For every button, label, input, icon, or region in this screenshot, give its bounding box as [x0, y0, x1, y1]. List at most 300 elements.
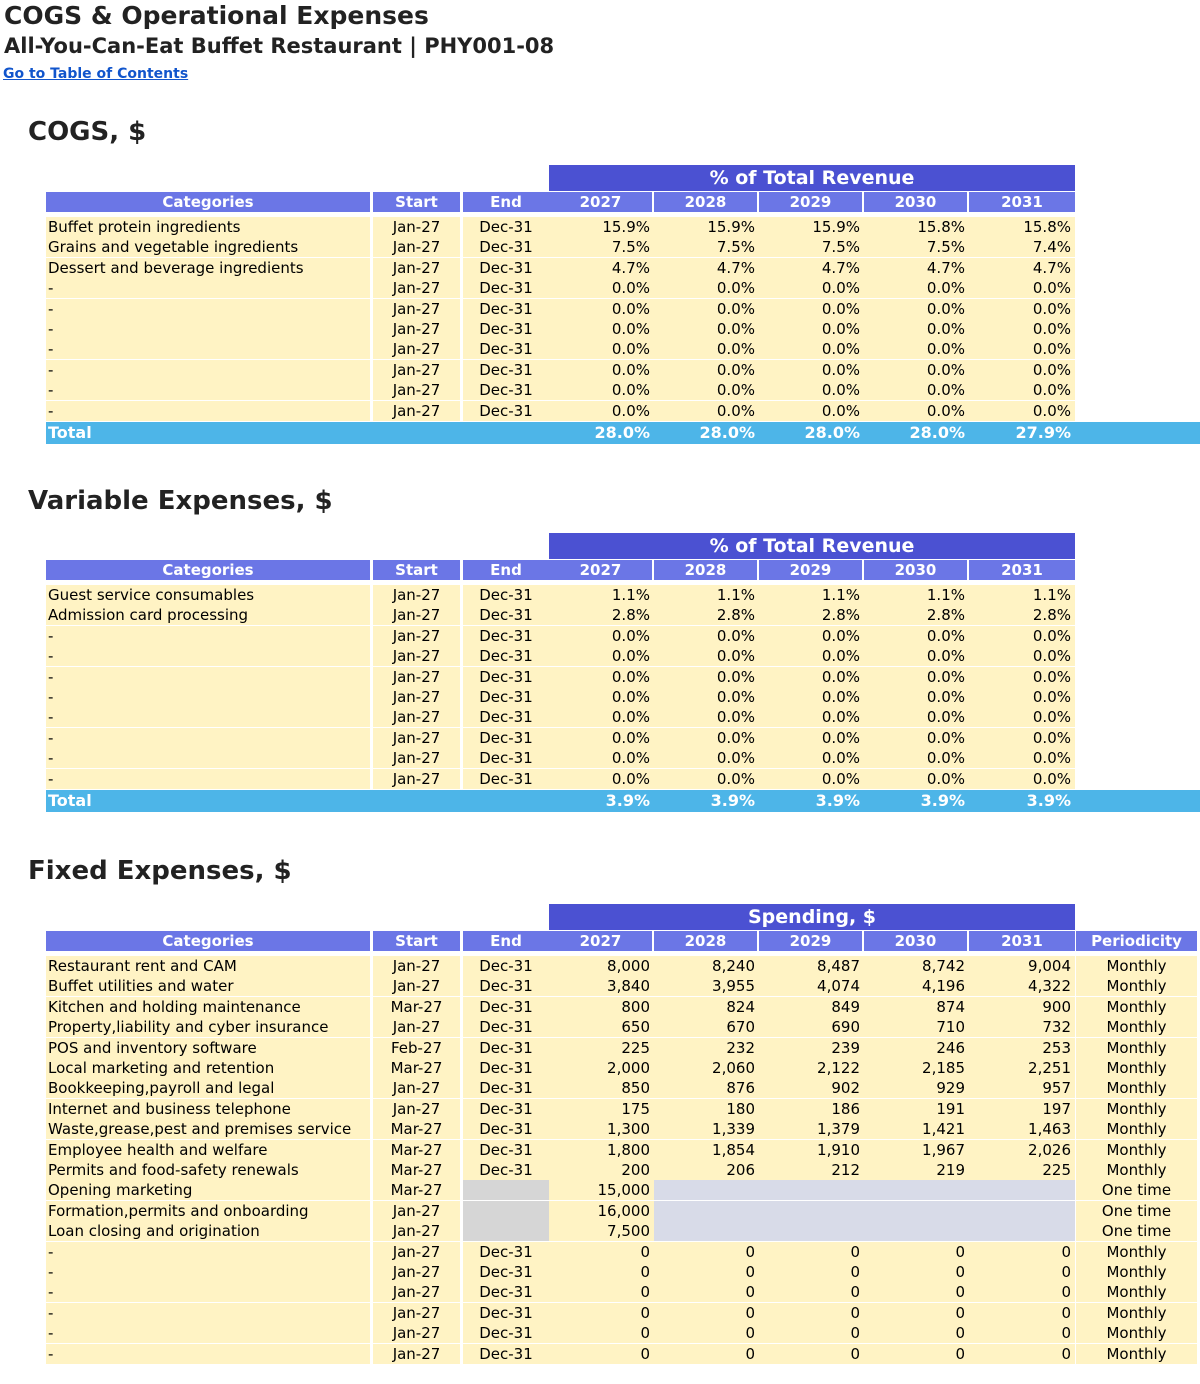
- table-row: [46, 1099, 1200, 1119]
- value-cell: 0.0%: [759, 401, 864, 421]
- value-cell: 225: [969, 1160, 1075, 1180]
- value-cell: 0.0%: [969, 769, 1075, 789]
- value-cell: 1,463: [969, 1119, 1075, 1139]
- value-cell: 0.0%: [549, 769, 654, 789]
- value-cell: 197: [969, 1099, 1075, 1119]
- value-cell: 8,487: [759, 956, 864, 976]
- table-row: [46, 1078, 1200, 1098]
- category-cell: -: [46, 687, 370, 707]
- start-cell: Mar-27: [373, 1058, 460, 1078]
- total-value-cell: 3.9%: [605, 791, 650, 810]
- value-cell: 0.0%: [549, 626, 654, 646]
- category-cell: Local marketing and retention: [46, 1058, 370, 1078]
- value-cell: 180: [654, 1099, 759, 1119]
- table-row: [46, 748, 1200, 768]
- start-cell: Jan-27: [373, 278, 460, 298]
- table-row: [46, 401, 1200, 421]
- value-cell: 0: [969, 1262, 1075, 1282]
- table-row: [46, 237, 1200, 257]
- value-cell: 0.0%: [864, 339, 969, 359]
- category-cell: -: [46, 1242, 370, 1262]
- value-cell: 3,955: [654, 976, 759, 996]
- value-cell: 7.4%: [969, 237, 1075, 257]
- end-cell: Dec-31: [463, 1099, 549, 1119]
- table-row: [46, 1201, 1200, 1221]
- total-row: [46, 422, 1200, 444]
- start-cell: Jan-27: [373, 1344, 460, 1364]
- end-cell: Dec-31: [463, 339, 549, 359]
- value-cell: 0.0%: [864, 748, 969, 768]
- value-cell: 0.0%: [549, 748, 654, 768]
- total-value-cell: 27.9%: [1015, 423, 1071, 442]
- table-row: [46, 1221, 1200, 1241]
- value-cell: 0.0%: [864, 646, 969, 666]
- start-cell: Jan-27: [373, 1221, 460, 1241]
- total-label: Total: [48, 791, 92, 810]
- end-cell: Dec-31: [463, 585, 549, 605]
- value-cell: [759, 1180, 864, 1200]
- end-cell: Dec-31: [463, 1017, 549, 1037]
- category-cell: Guest service consumables: [46, 585, 370, 605]
- start-cell: Jan-27: [373, 380, 460, 400]
- category-cell: -: [46, 1344, 370, 1364]
- category-cell: -: [46, 646, 370, 666]
- value-cell: 0.0%: [864, 319, 969, 339]
- table-row: [46, 1038, 1200, 1058]
- header-year-2027: 2027: [549, 192, 654, 212]
- value-cell: 0.0%: [759, 728, 864, 748]
- variable-section-title: Variable Expenses, $: [28, 486, 333, 516]
- value-cell: 0.0%: [654, 667, 759, 687]
- value-cell: 1,910: [759, 1140, 864, 1160]
- end-cell: Dec-31: [463, 1262, 549, 1282]
- value-cell: 0.0%: [654, 769, 759, 789]
- start-cell: Jan-27: [373, 1017, 460, 1037]
- value-cell: 2,185: [864, 1058, 969, 1078]
- total-value-cell: 3.9%: [815, 791, 860, 810]
- periodicity-cell: One time: [1076, 1201, 1197, 1221]
- value-cell: 2,060: [654, 1058, 759, 1078]
- value-cell: 206: [654, 1160, 759, 1180]
- total-value-cell: 28.0%: [594, 423, 650, 442]
- end-cell: Dec-31: [463, 626, 549, 646]
- value-cell: 9,004: [969, 956, 1075, 976]
- end-cell: Dec-31: [463, 769, 549, 789]
- table-row: [46, 707, 1200, 727]
- table-row: [46, 976, 1200, 996]
- start-cell: Jan-27: [373, 299, 460, 319]
- end-cell: [463, 1201, 549, 1221]
- end-cell: Dec-31: [463, 1119, 549, 1139]
- value-cell: 4.7%: [654, 258, 759, 278]
- header-year-2028: 2028: [654, 192, 759, 212]
- value-cell: 0.0%: [864, 687, 969, 707]
- category-cell: Grains and vegetable ingredients: [46, 237, 370, 257]
- value-cell: 0: [969, 1242, 1075, 1262]
- value-cell: 0.0%: [759, 360, 864, 380]
- end-cell: [463, 1180, 549, 1200]
- value-cell: 1,300: [549, 1119, 654, 1139]
- end-cell: Dec-31: [463, 976, 549, 996]
- value-cell: 225: [549, 1038, 654, 1058]
- column-header-row: [46, 192, 1200, 212]
- value-cell: 0.0%: [759, 667, 864, 687]
- value-cell: 175: [549, 1099, 654, 1119]
- category-cell: Formation,permits and onboarding: [46, 1201, 370, 1221]
- header-year-2031: 2031: [969, 560, 1075, 580]
- value-cell: 0: [759, 1344, 864, 1364]
- value-cell: 191: [864, 1099, 969, 1119]
- end-cell: Dec-31: [463, 997, 549, 1017]
- value-cell: 874: [864, 997, 969, 1017]
- value-cell: 200: [549, 1160, 654, 1180]
- value-cell: 0.0%: [759, 769, 864, 789]
- value-cell: 2.8%: [759, 605, 864, 625]
- total-value-cell: 3.9%: [920, 791, 965, 810]
- end-cell: Dec-31: [463, 1140, 549, 1160]
- value-cell: 0.0%: [969, 339, 1075, 359]
- value-cell: 0.0%: [864, 626, 969, 646]
- periodicity-cell: Monthly: [1076, 1119, 1197, 1139]
- value-cell: 0: [864, 1344, 969, 1364]
- value-cell: 0: [654, 1303, 759, 1323]
- value-cell: 0: [549, 1262, 654, 1282]
- header-year-2031: 2031: [969, 192, 1075, 212]
- periodicity-cell: One time: [1076, 1180, 1197, 1200]
- end-cell: Dec-31: [463, 360, 549, 380]
- end-cell: Dec-31: [463, 605, 549, 625]
- start-cell: Jan-27: [373, 687, 460, 707]
- category-cell: -: [46, 319, 370, 339]
- value-cell: [864, 1201, 969, 1221]
- total-value-cell: 28.0%: [909, 423, 965, 442]
- end-cell: Dec-31: [463, 258, 549, 278]
- header-year-2030: 2030: [864, 192, 969, 212]
- value-cell: 7,500: [549, 1221, 654, 1241]
- value-cell: 7.5%: [759, 237, 864, 257]
- value-cell: 0.0%: [759, 299, 864, 319]
- value-cell: 1,339: [654, 1119, 759, 1139]
- header-end: End: [463, 192, 549, 212]
- value-cell: 0.0%: [759, 687, 864, 707]
- value-cell: 957: [969, 1078, 1075, 1098]
- value-cell: 800: [549, 997, 654, 1017]
- category-cell: -: [46, 401, 370, 421]
- value-cell: 0: [549, 1282, 654, 1302]
- value-cell: 4.7%: [864, 258, 969, 278]
- header-start: Start: [373, 931, 460, 951]
- value-cell: 0.0%: [969, 360, 1075, 380]
- value-cell: 0.0%: [549, 707, 654, 727]
- value-cell: 0: [969, 1303, 1075, 1323]
- value-cell: 0.0%: [549, 728, 654, 748]
- start-cell: Jan-27: [373, 646, 460, 666]
- value-cell: 4,196: [864, 976, 969, 996]
- value-cell: 0.0%: [759, 646, 864, 666]
- start-cell: Jan-27: [373, 339, 460, 359]
- start-cell: Jan-27: [373, 956, 460, 976]
- table-row: [46, 667, 1200, 687]
- end-cell: Dec-31: [463, 217, 549, 237]
- value-cell: 0: [654, 1262, 759, 1282]
- value-cell: 0.0%: [759, 626, 864, 646]
- value-cell: 0.0%: [969, 707, 1075, 727]
- value-cell: 710: [864, 1017, 969, 1037]
- value-cell: 253: [969, 1038, 1075, 1058]
- table-row: [46, 319, 1200, 339]
- end-cell: Dec-31: [463, 956, 549, 976]
- category-cell: -: [46, 769, 370, 789]
- value-cell: 0.0%: [654, 380, 759, 400]
- start-cell: Jan-27: [373, 748, 460, 768]
- value-cell: 849: [759, 997, 864, 1017]
- value-cell: 186: [759, 1099, 864, 1119]
- value-cell: 670: [654, 1017, 759, 1037]
- value-cell: 1.1%: [864, 585, 969, 605]
- value-cell: 1,379: [759, 1119, 864, 1139]
- value-cell: 0: [759, 1303, 864, 1323]
- toc-link[interactable]: Go to Table of Contents: [3, 66, 189, 82]
- category-cell: -: [46, 1262, 370, 1282]
- header-year-2029: 2029: [759, 931, 864, 951]
- table-row: [46, 1344, 1200, 1364]
- end-cell: Dec-31: [463, 1323, 549, 1343]
- end-cell: Dec-31: [463, 748, 549, 768]
- category-cell: Property,liability and cyber insurance: [46, 1017, 370, 1037]
- start-cell: Jan-27: [373, 1078, 460, 1098]
- value-cell: 0.0%: [969, 626, 1075, 646]
- header-start: Start: [373, 560, 460, 580]
- start-cell: Jan-27: [373, 1242, 460, 1262]
- column-header-row: [46, 560, 1200, 580]
- value-cell: 1.1%: [549, 585, 654, 605]
- periodicity-cell: Monthly: [1076, 1344, 1197, 1364]
- start-cell: Jan-27: [373, 237, 460, 257]
- value-cell: 0.0%: [654, 646, 759, 666]
- category-cell: Opening marketing: [46, 1180, 370, 1200]
- category-cell: -: [46, 667, 370, 687]
- periodicity-cell: Monthly: [1076, 1078, 1197, 1098]
- end-cell: Dec-31: [463, 707, 549, 727]
- table-row: [46, 1017, 1200, 1037]
- value-cell: 0.0%: [864, 728, 969, 748]
- value-cell: 0: [759, 1323, 864, 1343]
- category-cell: -: [46, 380, 370, 400]
- table-row: [46, 1058, 1200, 1078]
- table-row: [46, 646, 1200, 666]
- table-band-header: % of Total Revenue: [549, 165, 1075, 191]
- end-cell: Dec-31: [463, 1282, 549, 1302]
- value-cell: 0: [969, 1344, 1075, 1364]
- start-cell: Jan-27: [373, 707, 460, 727]
- value-cell: 0.0%: [549, 360, 654, 380]
- value-cell: 0.0%: [654, 728, 759, 748]
- value-cell: 0.0%: [549, 339, 654, 359]
- end-cell: Dec-31: [463, 319, 549, 339]
- periodicity-cell: Monthly: [1076, 1303, 1197, 1323]
- value-cell: 239: [759, 1038, 864, 1058]
- value-cell: 16,000: [549, 1201, 654, 1221]
- table-row: [46, 1140, 1200, 1160]
- start-cell: Mar-27: [373, 1119, 460, 1139]
- value-cell: 0.0%: [969, 687, 1075, 707]
- value-cell: 1.1%: [654, 585, 759, 605]
- total-row: [46, 790, 1200, 812]
- table-row: [46, 585, 1200, 605]
- header-year-2028: 2028: [654, 931, 759, 951]
- end-cell: Dec-31: [463, 728, 549, 748]
- table-band-header: Spending, $: [549, 904, 1075, 930]
- header-periodicity: Periodicity: [1076, 931, 1197, 951]
- category-cell: -: [46, 299, 370, 319]
- value-cell: 0.0%: [864, 769, 969, 789]
- value-cell: 0: [864, 1323, 969, 1343]
- header-year-2031: 2031: [969, 931, 1075, 951]
- value-cell: 0.0%: [759, 339, 864, 359]
- end-cell: Dec-31: [463, 1303, 549, 1323]
- end-cell: Dec-31: [463, 687, 549, 707]
- start-cell: Jan-27: [373, 728, 460, 748]
- value-cell: 0.0%: [759, 707, 864, 727]
- table-row: [46, 258, 1200, 278]
- value-cell: 0.0%: [969, 667, 1075, 687]
- start-cell: Jan-27: [373, 1282, 460, 1302]
- value-cell: [654, 1180, 759, 1200]
- value-cell: 7.5%: [654, 237, 759, 257]
- category-cell: -: [46, 1303, 370, 1323]
- category-cell: -: [46, 626, 370, 646]
- periodicity-cell: Monthly: [1076, 1282, 1197, 1302]
- value-cell: 902: [759, 1078, 864, 1098]
- category-cell: Buffet protein ingredients: [46, 217, 370, 237]
- category-cell: Kitchen and holding maintenance: [46, 997, 370, 1017]
- table-row: [46, 339, 1200, 359]
- table-row: [46, 1323, 1200, 1343]
- value-cell: 15.9%: [549, 217, 654, 237]
- category-cell: -: [46, 339, 370, 359]
- end-cell: Dec-31: [463, 1058, 549, 1078]
- value-cell: 0: [549, 1344, 654, 1364]
- value-cell: 0.0%: [969, 728, 1075, 748]
- end-cell: Dec-31: [463, 380, 549, 400]
- periodicity-cell: Monthly: [1076, 1058, 1197, 1078]
- header-year-2029: 2029: [759, 192, 864, 212]
- periodicity-cell: Monthly: [1076, 976, 1197, 996]
- value-cell: 2.8%: [969, 605, 1075, 625]
- table-row: [46, 278, 1200, 298]
- value-cell: 15.9%: [759, 217, 864, 237]
- category-cell: POS and inventory software: [46, 1038, 370, 1058]
- table-row: [46, 626, 1200, 646]
- fixed-section-title: Fixed Expenses, $: [28, 856, 292, 886]
- value-cell: 1.1%: [759, 585, 864, 605]
- value-cell: 2,000: [549, 1058, 654, 1078]
- value-cell: 0: [654, 1282, 759, 1302]
- value-cell: 0.0%: [969, 748, 1075, 768]
- category-cell: Buffet utilities and water: [46, 976, 370, 996]
- header-year-2029: 2029: [759, 560, 864, 580]
- value-cell: [759, 1221, 864, 1241]
- end-cell: Dec-31: [463, 646, 549, 666]
- table-row: [46, 217, 1200, 237]
- start-cell: Jan-27: [373, 976, 460, 996]
- table-row: [46, 1282, 1200, 1302]
- category-cell: Employee health and welfare: [46, 1140, 370, 1160]
- table-row: [46, 1160, 1200, 1180]
- table-row: [46, 360, 1200, 380]
- value-cell: 732: [969, 1017, 1075, 1037]
- periodicity-cell: Monthly: [1076, 1242, 1197, 1262]
- header-year-2028: 2028: [654, 560, 759, 580]
- table-row: [46, 956, 1200, 976]
- value-cell: 0.0%: [654, 299, 759, 319]
- value-cell: 0.0%: [549, 380, 654, 400]
- end-cell: Dec-31: [463, 1242, 549, 1262]
- value-cell: 0.0%: [969, 401, 1075, 421]
- value-cell: 690: [759, 1017, 864, 1037]
- value-cell: 0.0%: [864, 278, 969, 298]
- start-cell: Mar-27: [373, 1180, 460, 1200]
- value-cell: 2,251: [969, 1058, 1075, 1078]
- value-cell: 0.0%: [759, 319, 864, 339]
- page-title: COGS & Operational Expenses: [4, 1, 429, 30]
- table-row: [46, 605, 1200, 625]
- table-row: [46, 1119, 1200, 1139]
- start-cell: Jan-27: [373, 605, 460, 625]
- value-cell: [969, 1180, 1075, 1200]
- value-cell: 8,742: [864, 956, 969, 976]
- value-cell: 1,421: [864, 1119, 969, 1139]
- table-row: [46, 1242, 1200, 1262]
- value-cell: 0.0%: [654, 687, 759, 707]
- value-cell: [864, 1180, 969, 1200]
- start-cell: Jan-27: [373, 667, 460, 687]
- start-cell: Jan-27: [373, 769, 460, 789]
- value-cell: [864, 1221, 969, 1241]
- value-cell: 0: [969, 1282, 1075, 1302]
- header-end: End: [463, 931, 549, 951]
- value-cell: 0.0%: [549, 278, 654, 298]
- value-cell: 212: [759, 1160, 864, 1180]
- value-cell: 15.8%: [864, 217, 969, 237]
- value-cell: 8,240: [654, 956, 759, 976]
- total-value-cell: 3.9%: [1026, 791, 1071, 810]
- start-cell: Feb-27: [373, 1038, 460, 1058]
- start-cell: Jan-27: [373, 1303, 460, 1323]
- table-row: [46, 299, 1200, 319]
- category-cell: -: [46, 728, 370, 748]
- value-cell: 0.0%: [969, 299, 1075, 319]
- value-cell: [759, 1201, 864, 1221]
- category-cell: -: [46, 278, 370, 298]
- periodicity-cell: Monthly: [1076, 1140, 1197, 1160]
- value-cell: 0.0%: [864, 299, 969, 319]
- value-cell: 3,840: [549, 976, 654, 996]
- value-cell: 0.0%: [969, 319, 1075, 339]
- category-cell: Dessert and beverage ingredients: [46, 258, 370, 278]
- end-cell: Dec-31: [463, 278, 549, 298]
- end-cell: Dec-31: [463, 237, 549, 257]
- periodicity-cell: Monthly: [1076, 1099, 1197, 1119]
- end-cell: Dec-31: [463, 299, 549, 319]
- value-cell: 2,026: [969, 1140, 1075, 1160]
- value-cell: 0: [654, 1344, 759, 1364]
- value-cell: 0: [969, 1323, 1075, 1343]
- category-cell: -: [46, 748, 370, 768]
- value-cell: 2.8%: [654, 605, 759, 625]
- table-row: [46, 769, 1200, 789]
- value-cell: 650: [549, 1017, 654, 1037]
